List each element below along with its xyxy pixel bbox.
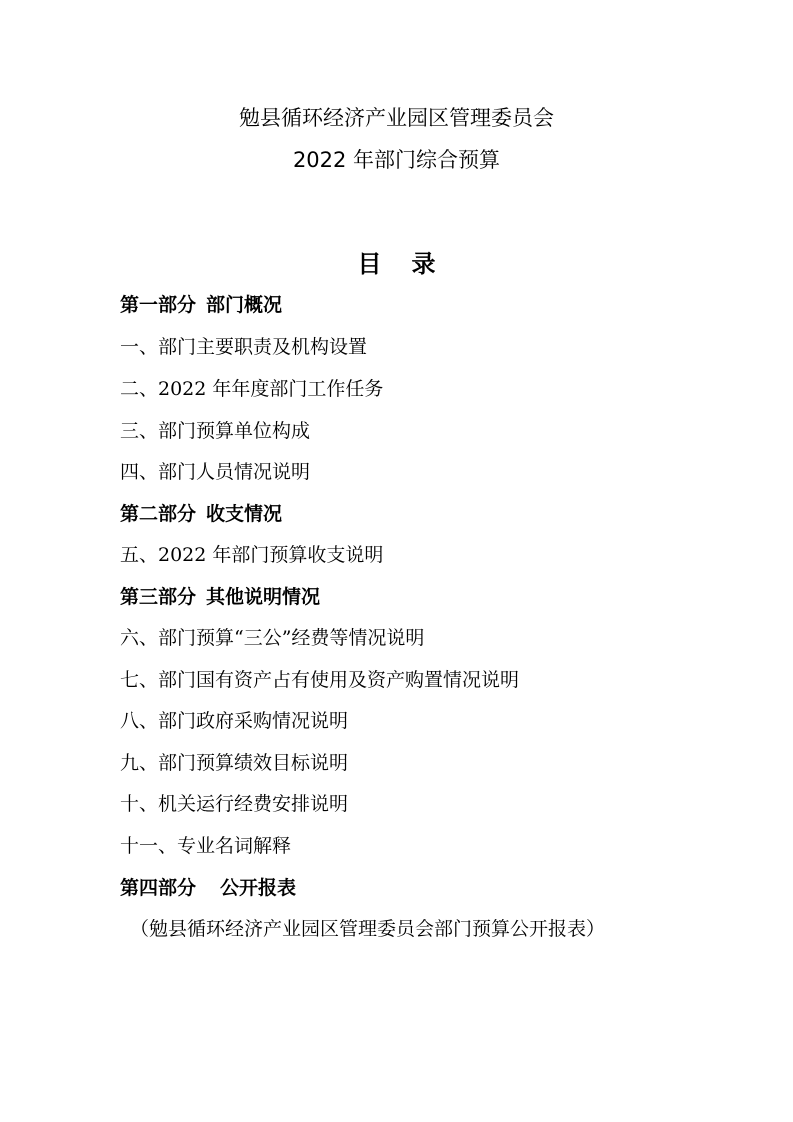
toc-heading: 目录 bbox=[357, 250, 466, 278]
document-title-line-1: 勉县循环经济产业园区管理委员会 bbox=[239, 106, 554, 130]
toc-part-1-name: 部门概况 bbox=[206, 294, 283, 316]
toc-item-4[interactable]: 四、部门人员情况说明 bbox=[120, 461, 311, 483]
toc-part-2[interactable] bbox=[120, 502, 282, 526]
toc-part-2-name: 收支情况 bbox=[206, 503, 283, 525]
toc-part-3-name: 其他说明情况 bbox=[206, 586, 321, 608]
toc-item-9[interactable]: 九、部门预算绩效目标说明 bbox=[120, 752, 349, 774]
toc-item-2[interactable]: 二、2022 年年度部门工作任务 bbox=[120, 378, 384, 400]
toc-item-5[interactable]: 五、2022 年部门预算收支说明 bbox=[120, 544, 384, 566]
toc-part-1[interactable] bbox=[120, 293, 282, 317]
toc-item-6[interactable]: 六、部门预算“三公”经费等情况说明 bbox=[120, 627, 425, 649]
toc-part-2-number: 第二部分 bbox=[120, 503, 197, 525]
toc-item-1[interactable]: 一、部门主要职责及机构设置 bbox=[120, 336, 368, 358]
toc-item-10[interactable]: 十、机关运行经费安排说明 bbox=[120, 793, 349, 815]
toc-part-4-number: 第四部分 bbox=[120, 877, 197, 899]
toc-item-11[interactable]: 十一、专业名词解释 bbox=[120, 835, 292, 857]
toc-part-4[interactable] bbox=[120, 876, 296, 900]
document-title-line-2: 2022 年部门综合预算 bbox=[292, 148, 501, 172]
toc-item-3[interactable]: 三、部门预算单位构成 bbox=[120, 420, 311, 442]
toc-part-4-name: 公开报表 bbox=[220, 877, 297, 899]
toc-part-3[interactable] bbox=[120, 585, 320, 609]
toc-item-7[interactable]: 七、部门国有资产占有使用及资产购置情况说明 bbox=[120, 669, 520, 691]
toc-part-1-number: 第一部分 bbox=[120, 294, 197, 316]
toc-part-3-number: 第三部分 bbox=[120, 586, 197, 608]
toc-item-8[interactable]: 八、部门政府采购情况说明 bbox=[120, 710, 349, 732]
toc-part-4-note[interactable]: （勉县循环经济产业园区管理委员会部门预算公开报表） bbox=[130, 918, 606, 940]
